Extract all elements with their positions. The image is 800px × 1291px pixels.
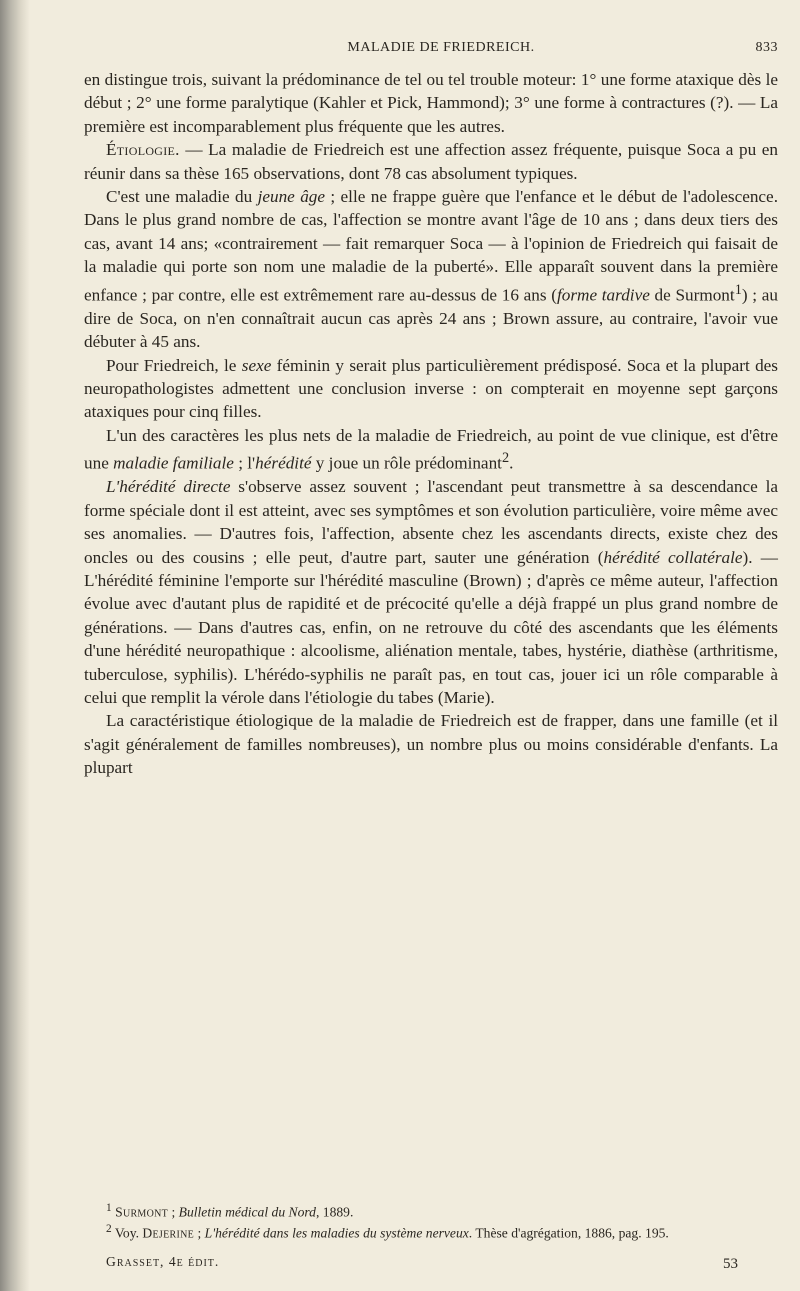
text-run: ) ; au dire de Soca, on n'en connaîtrait aucun cas après 24 ans ; Brown assure, au contraire, l'avoir vue débuter à 45 ans. — [84, 285, 778, 352]
page-binding-shadow — [0, 0, 30, 1291]
footnote-author: Dejerine — [142, 1225, 195, 1241]
footnote-title: Bulletin médical du Nord — [178, 1204, 316, 1220]
text-run: ; l' — [233, 453, 256, 473]
emphasis-heredite: hérédité — [255, 453, 312, 473]
paragraph-etiologie-text: — La maladie de Friedreich est une affection assez fréquente, puisque Soca a pu en réunir dans sa thèse 165 observations, dont 78 cas absolument typiques. — [84, 140, 778, 183]
text-run: ; — [194, 1225, 205, 1241]
footnote-mark-1: 1 — [106, 1202, 112, 1214]
text-run: Voy. — [114, 1225, 143, 1241]
running-head — [84, 40, 778, 62]
paragraph-heredite-directe — [84, 475, 778, 709]
paragraph-etiologie — [84, 138, 778, 185]
paragraph-caracteristique: La caractéristique étiologique de la maladie de Friedreich est de frapper, dans une famille (et il s'agit généralement de familles nombreuses), un nombre plus ou moins considérable d'enfants. La plupart — [84, 711, 778, 778]
emphasis-sexe: sexe — [241, 355, 272, 375]
footnote-ref-2[interactable]: 2 — [501, 450, 510, 467]
text-run: Pour Friedreich, le — [106, 355, 242, 375]
text-run: ). — L'hérédité féminine l'emporte sur l'hérédité masculine (Brown) ; d'après ce même auteur, l'affection évolue avec d'autant plus de rapidité et de précocité qu'elle a déjà frappé un plus grand nombre de générations. — Dans d'autres cas, enfin, on ne retrouve du côté des ascendants que les éléments d'une hérédité neuropathique : alcoolisme, aliénation mentale, tabes, hystérie, diathèse (arthritisme, tuberculose, syphilis). L'hérédo-syphilis ne paraît pas, en tout cas, jouer ici un rôle comparable à celui que remplit la vérole dans l'étiologie du tabes (Marie). — [84, 547, 778, 708]
text-run: . — [509, 453, 514, 473]
emphasis-jeune-age: jeune âge — [257, 187, 326, 207]
signature-mark: Grasset, 4e édit. — [106, 1254, 220, 1269]
footnote-1 — [84, 1200, 778, 1221]
page-number: 833 — [755, 40, 778, 55]
text-run: . Thèse d'agrégation, 1886, pag. 195. — [468, 1225, 669, 1241]
section-heading-etiologie: Étiologie. — [106, 140, 180, 160]
emphasis-maladie-familiale: maladie familiale — [113, 453, 234, 473]
text-run: , 1889. — [315, 1204, 354, 1220]
paragraph-sexe — [84, 354, 778, 424]
body-text — [84, 68, 778, 780]
text-run: L'un des caractères les plus nets de la maladie de Friedreich, au point de vue clinique, est d'être une — [84, 425, 778, 473]
running-title: MALADIE DE FRIEDREICH. — [347, 40, 535, 55]
text-run: de Surmont — [649, 285, 735, 305]
footnote-2 — [84, 1221, 778, 1242]
emphasis-heredite-directe: L'hérédité directe — [106, 477, 231, 497]
signature-line — [84, 1254, 778, 1274]
paragraph-familiale — [84, 424, 778, 476]
text-run: féminin y serait plus particulièrement prédisposé. Soca et la plupart des neuropathologistes admettent une conclusion inverse : on compterait en moyenne sept garçons ataxiques pour cinq filles. — [84, 355, 778, 422]
emphasis-forme-tardive: forme tardive — [556, 285, 650, 305]
footnote-ref-1[interactable]: 1 — [734, 281, 742, 298]
text-run: C'est une maladie du — [106, 187, 258, 207]
signature-number: 53 — [723, 1256, 738, 1272]
text-run: y joue un rôle prédominant — [311, 453, 502, 473]
text-run: ; — [168, 1204, 179, 1220]
footnote-mark-2: 2 — [106, 1222, 112, 1235]
text-run: s'observe assez souvent ; l'ascendant peut transmettre à sa descendance la forme spéciale dont il est atteint, avec ses symptômes et son évolution particulière, voire même avec ses anomalies. — D'autres fois, l'affection, absente chez les ascendants directs, existe chez des oncles ou des cousins ; elle peut, d'autre part, sauter une génération ( — [84, 477, 778, 567]
paragraph-forms: en distingue trois, suivant la prédominance de tel ou tel trouble moteur: 1° une forme ataxique dès le début ; 2° une forme paralytique (Kahler et Pick, Hammond); 3° une forme à contractures (?). — La première est incomparablement plus fréquente que les autres. — [84, 70, 778, 136]
emphasis-heredite-collaterale: hérédité collatérale — [603, 547, 743, 567]
footnotes — [84, 1200, 778, 1242]
paragraph-age — [84, 185, 778, 354]
text-run: ; elle ne frappe guère que l'enfance et le début de l'adolescence. Dans le plus grand nombre de cas, l'affection se montre avant l'âge de 10 ans ; dans deux tiers des cas, avant 14 ans; «contrairement — fait remarquer Soca — à l'opinion de Friedreich qui faisait de la maladie qui porte son nom une maladie de la puberté». Elle apparaît souvent dans la première enfance ; par contre, elle est extrêmement rare au-dessus de 16 ans ( — [84, 187, 778, 305]
footnote-author: Surmont — [115, 1204, 169, 1220]
footnote-title: L'hérédité dans les maladies du système nerveux — [204, 1225, 469, 1241]
